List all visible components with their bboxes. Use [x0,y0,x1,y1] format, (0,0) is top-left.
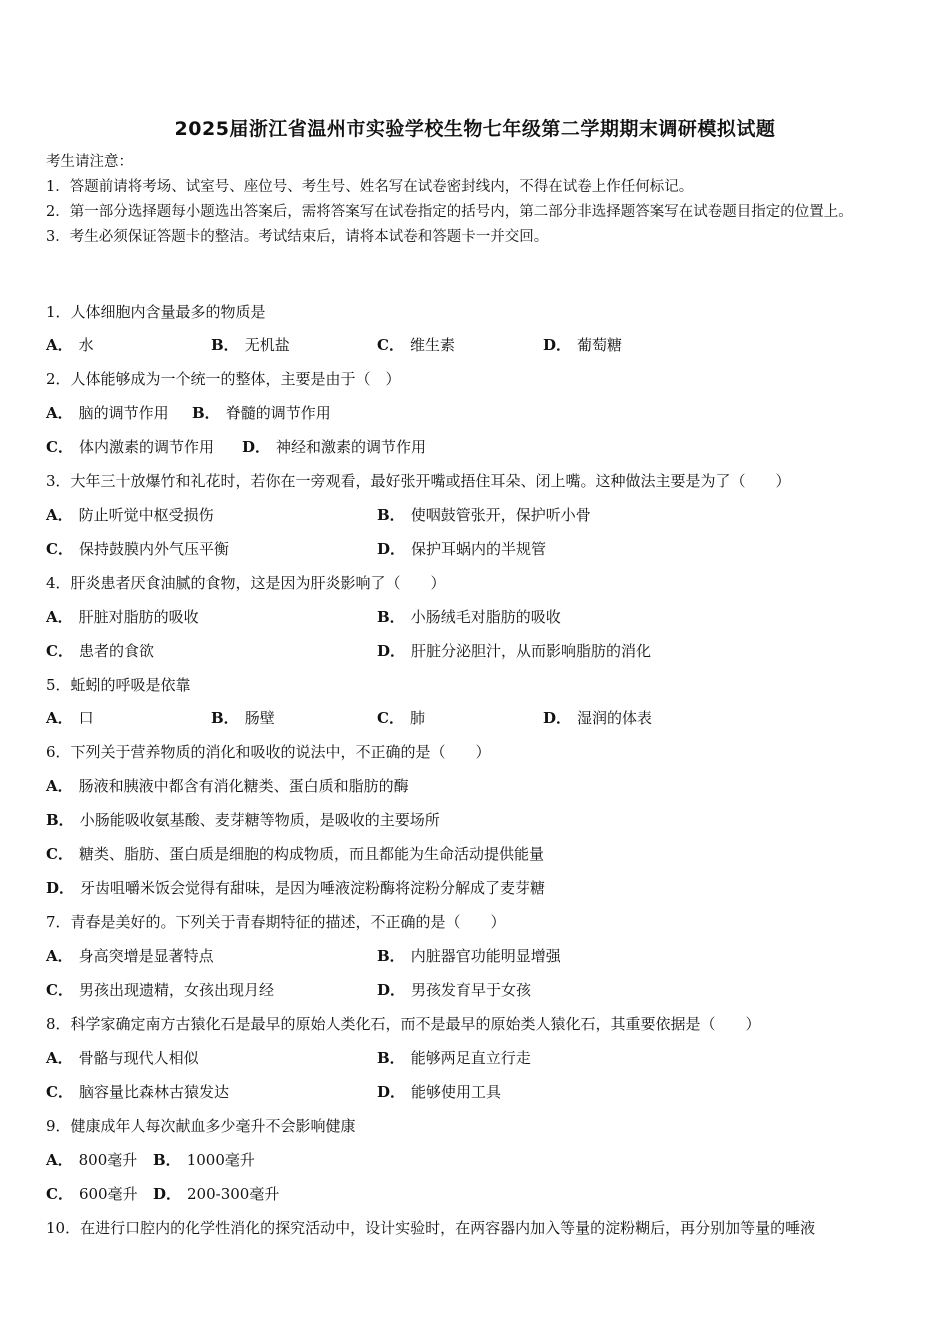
option-b: B． 内脏器官功能明显增强 [377,947,561,965]
exam-notice [46,150,906,250]
question-stem: 3．大年三十放爆竹和礼花时，若你在一旁观看，最好张开嘴或捂住耳朵、闭上嘴。这种做法主要是为了（ ） [46,472,791,490]
option-d: D． 能够使用工具 [377,1083,502,1101]
notice-item: 2．第一部分选择题每小题选出答案后，需将答案写在试卷指定的括号内，第二部分非选择题答案写在试卷题目指定的位置上。 [46,204,853,220]
option-a: A． 肠液和胰液中都含有消化糖类、蛋白质和脂肪的酶 [46,777,409,795]
option-c: C． 男孩出现遗精，女孩出现月经 [46,981,274,999]
option-b: B． 能够两足直立行走 [377,1049,531,1067]
option-c: C． 患者的食欲 [46,642,154,660]
notice-item: 3．考生必须保证答题卡的整洁。考试结束后，请将本试卷和答题卡一并交回。 [46,229,549,245]
option-b: B． 脊髓的调节作用 [192,404,331,422]
option-c: C． 体内激素的调节作用 [46,438,214,456]
option-row [46,503,916,527]
option-b: B． 无机盐 [211,336,290,354]
question-stem: 7．青春是美好的。下列关于青春期特征的描述，不正确的是（ ） [46,913,506,931]
question-stem: 4．肝炎患者厌食油腻的食物，这是因为肝炎影响了（ ） [46,574,446,592]
option-row [46,537,916,561]
option-a: A． 防止听觉中枢受损伤 [46,506,214,524]
option-row [46,435,916,459]
question-stem: 8．科学家确定南方古猿化石是最早的原始人类化石，而不是最早的原始类人猿化石，其重要依据是（ ） [46,1015,761,1033]
question-stem: 5．蚯蚓的呼吸是依靠 [46,676,191,694]
option-d: D． 葡萄糖 [543,336,623,354]
option-d: D． 肝脏分泌胆汁，从而影响脂肪的消化 [377,642,652,660]
option-d: D． 神经和激素的调节作用 [242,438,427,456]
option-c: C． 600毫升 [46,1185,138,1203]
option-row [46,944,916,968]
option-a: A． 身高突增是显著特点 [46,947,214,965]
option-d: D． 保护耳蜗内的半规管 [377,540,547,558]
option-d: D． 牙齿咀嚼米饭会觉得有甜味，是因为唾液淀粉酶将淀粉分解成了麦芽糖 [46,879,546,897]
option-b: B． 1000毫升 [153,1151,255,1169]
option-row [46,706,916,730]
option-row [46,605,916,629]
question-stem: 10．在进行口腔内的化学性消化的探究活动中，设计实验时，在两容器内加入等量的淀粉糊后，再分别加等量的唾液 [46,1219,816,1237]
option-row [46,333,916,357]
question-stem: 1．人体细胞内含量最多的物质是 [46,303,266,321]
option-row [46,1182,916,1206]
option-row [46,1046,916,1070]
option-c: C． 维生素 [377,336,455,354]
option-b: B． 肠壁 [211,709,275,727]
option-a: A． 脑的调节作用 [46,404,169,422]
option-a: A． 水 [46,336,94,354]
notice-item: 1．答题前请将考场、试室号、座位号、考生号、姓名写在试卷密封线内，不得在试卷上作任何标记。 [46,179,694,195]
option-d: D． 200-300毫升 [153,1185,280,1203]
option-b: B． 小肠能吸收氨基酸、麦芽糖等物质，是吸收的主要场所 [46,811,440,829]
page-title: 2025届浙江省温州市实验学校生物七年级第二学期期末调研模拟试题 [174,118,776,140]
option-row [46,1080,916,1104]
option-row [46,1148,916,1172]
option-a: A． 口 [46,709,94,727]
option-b: B． 小肠绒毛对脂肪的吸收 [377,608,561,626]
question-stem: 9．健康成年人每次献血多少毫升不会影响健康 [46,1117,356,1135]
option-a: A． 800毫升 [46,1151,138,1169]
option-row [46,401,916,425]
option-row [46,639,916,663]
option-a: A． 肝脏对脂肪的吸收 [46,608,199,626]
option-c: C． 保持鼓膜内外气压平衡 [46,540,229,558]
option-c: C． 脑容量比森林古猿发达 [46,1083,229,1101]
question-stem: 2．人体能够成为一个统一的整体，主要是由于（ ） [46,370,401,388]
question-stem: 6．下列关于营养物质的消化和吸收的说法中，不正确的是（ ） [46,743,491,761]
option-a: A． 骨骼与现代人相似 [46,1049,199,1067]
notice-heading: 考生请注意： [46,154,133,170]
option-d: D． 湿润的体表 [543,709,653,727]
option-row [46,978,916,1002]
option-c: C． 肺 [377,709,425,727]
option-c: C． 糖类、脂肪、蛋白质是细胞的构成物质，而且都能为生命活动提供能量 [46,845,544,863]
option-d: D． 男孩发育早于女孩 [377,981,532,999]
option-b: B． 使咽鼓管张开，保护听小骨 [377,506,591,524]
